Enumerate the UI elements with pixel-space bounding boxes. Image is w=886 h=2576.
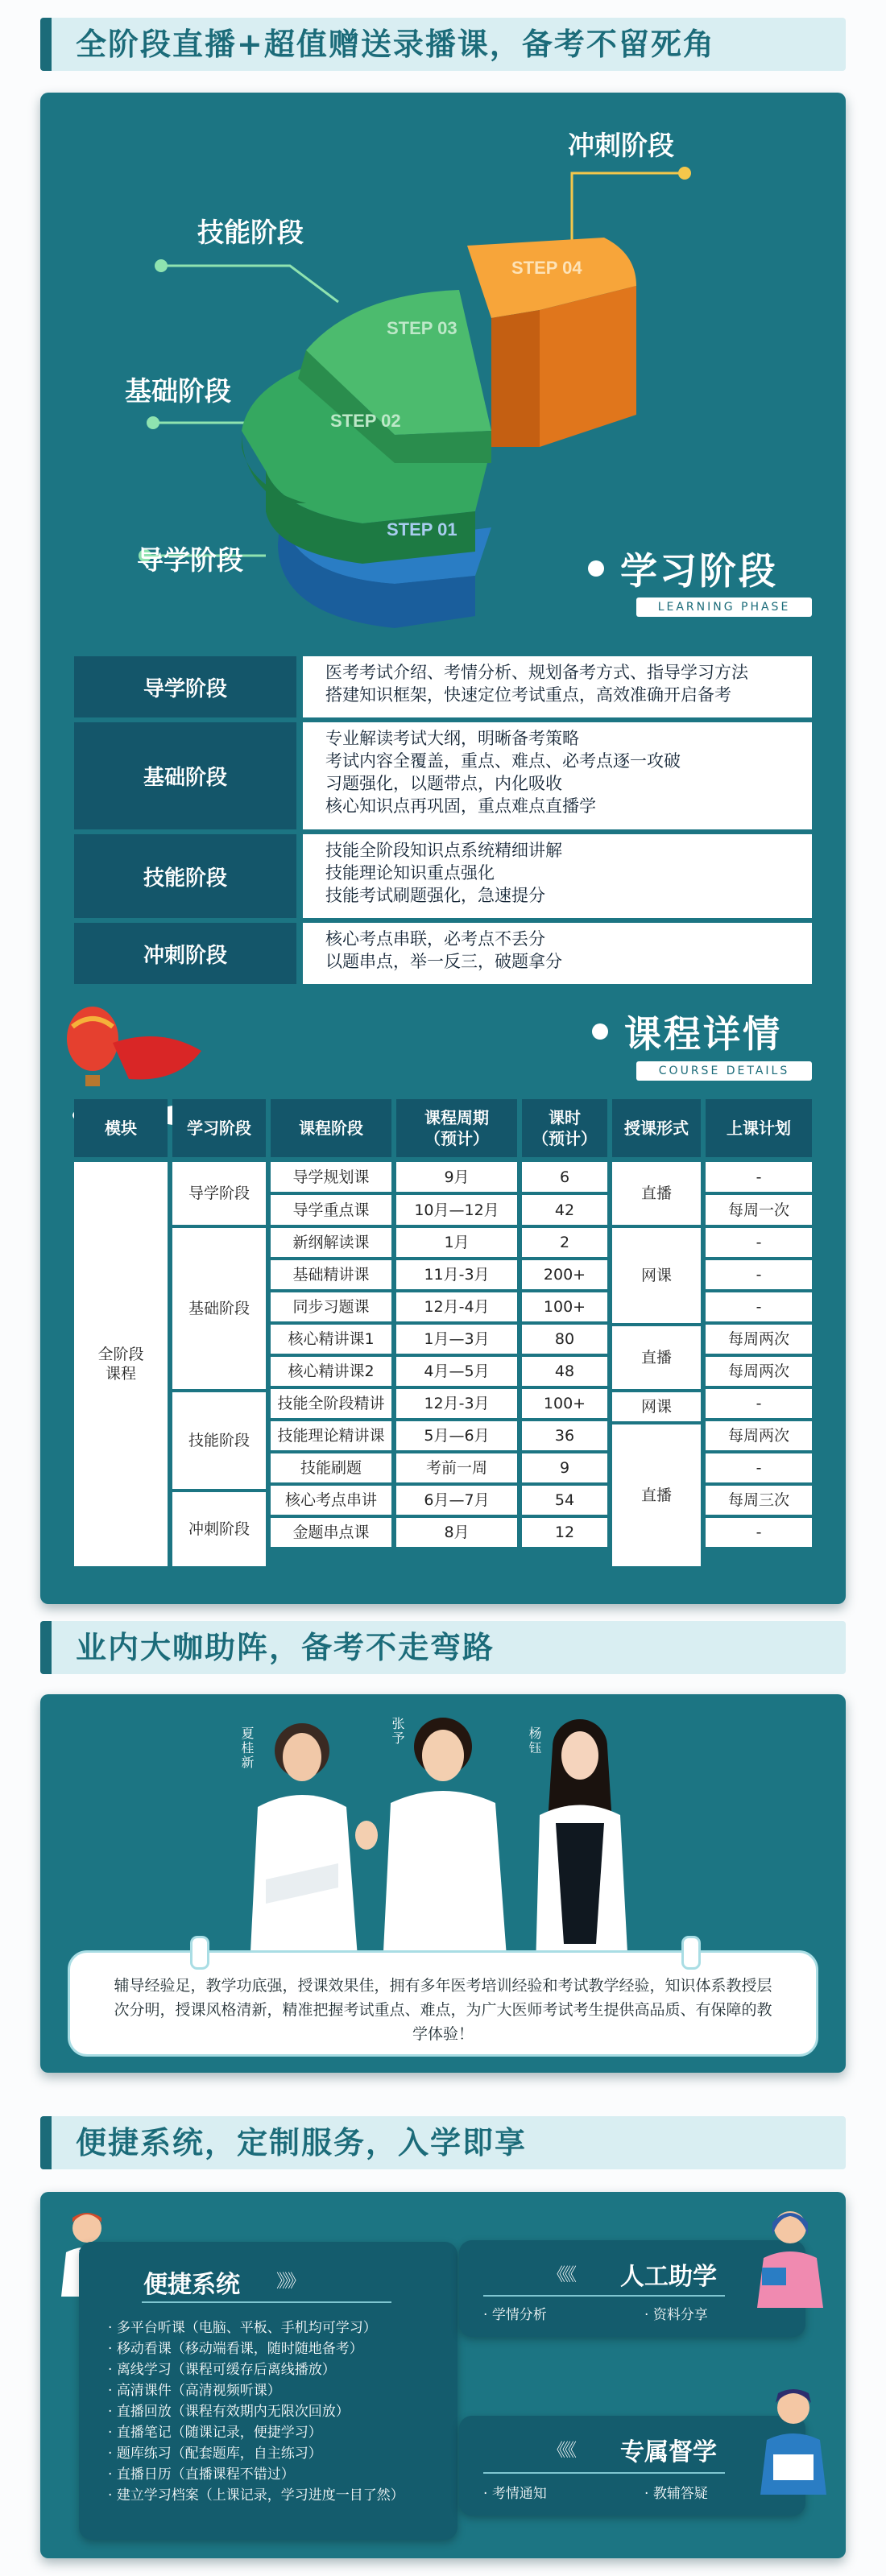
system-title: 便捷系统	[143, 2271, 240, 2299]
section-title: 全阶段直播+超值赠送录播课，备考不留死角	[76, 27, 715, 62]
course-period-cell: 4月—5月	[396, 1357, 517, 1386]
course-course-cell: 导学重点课	[271, 1195, 391, 1225]
stage-name: 技能阶段	[74, 834, 296, 918]
stage-name: 冲刺阶段	[74, 923, 296, 984]
stage-label-guide: 导学阶段	[137, 544, 243, 576]
header-accent-bar	[40, 2116, 52, 2169]
course-course-cell: 基础精讲课	[271, 1260, 391, 1289]
course-period-cell: 10月—12月	[396, 1195, 517, 1225]
course-hours-cell: 12	[522, 1518, 607, 1547]
leader-line-skill	[161, 266, 338, 302]
header-accent-bar	[40, 18, 52, 71]
table-header: 课时 （预计）	[522, 1099, 607, 1157]
teacher-3	[536, 1719, 628, 1968]
course-plan-cell: 每周一次	[706, 1195, 812, 1225]
stage-cell: 导学阶段	[172, 1162, 266, 1225]
table-header: 课程周期 （预计）	[396, 1099, 517, 1157]
course-course-cell: 金题串点课	[271, 1518, 391, 1547]
course-period-cell: 1月	[396, 1228, 517, 1257]
step-03-text: STEP 03	[387, 318, 457, 338]
form-cell: 直播	[612, 1424, 701, 1566]
course-hours-cell: 100+	[522, 1389, 607, 1418]
stage-cell: 技能阶段	[172, 1392, 266, 1489]
course-period-cell: 6月—7月	[396, 1486, 517, 1515]
list-item: · 建立学习档案（上课记录，学习进度一目了然）	[108, 2487, 404, 2504]
arrows-icon: 《《《	[548, 2265, 574, 2285]
course-plan-cell: -	[706, 1228, 812, 1257]
system-list	[108, 2318, 404, 2506]
list-item: · 直播日历（直播课程不错过）	[108, 2466, 295, 2483]
divider	[142, 2301, 391, 2303]
teacher-panel	[40, 1694, 846, 2073]
course-hours-cell: 100+	[522, 1292, 607, 1321]
list-item: · 资料分享	[644, 2307, 708, 2323]
stage-desc: 技能全阶段知识点系统精细讲解 技能理论知识重点强化 技能考试刷题强化，急速提分	[303, 834, 812, 918]
title-bullet	[588, 560, 604, 577]
course-course-cell: 新纲解读课	[271, 1228, 391, 1257]
teacher-name: 夏桂新	[239, 1726, 255, 1770]
card-pin	[681, 1936, 701, 1970]
arrows-icon: 》》》	[276, 2272, 303, 2292]
service-panel	[40, 2192, 846, 2558]
form-cell: 网课	[612, 1392, 701, 1421]
list-item: · 多平台听课（电脑、平板、手机均可学习）	[108, 2320, 377, 2336]
course-hours-cell: 80	[522, 1325, 607, 1354]
course-course-cell: 核心精讲课1	[271, 1325, 391, 1354]
course-plan-cell: 每周两次	[706, 1421, 812, 1450]
assistant-icon	[746, 2203, 834, 2308]
course-hours-cell: 2	[522, 1228, 607, 1257]
course-period-cell: 11月-3月	[396, 1260, 517, 1289]
stage-desc: 专业解读考试大纲，明晰备考策略 考试内容全覆盖，重点、难点、必考点逐一攻破 习题强化，以题带点，内化吸收 核心知识点再巩固，重点难点直播学	[303, 722, 812, 829]
teacher-intro-text: 辅导经验足，教学功底强，授课效果佳，拥有多年医考培训经验和考试教学经验，知识体系教授层次分明，授课风格清新，精准把握考试重点、难点，为广大医师考试考生提供高品质、有保障的教学体验！	[114, 1977, 772, 2043]
teacher-2	[355, 1718, 507, 1968]
stage-label-basic: 基础阶段	[125, 375, 231, 407]
teacher-photos	[217, 1702, 669, 1968]
header-accent-bar	[40, 1621, 52, 1674]
table-header: 授课形式	[612, 1099, 701, 1157]
course-table	[74, 1099, 812, 1574]
course-plan-cell: -	[706, 1518, 812, 1547]
list-item: · 题库练习（配套题库，自主练习）	[108, 2446, 322, 2462]
step-04-text: STEP 04	[511, 258, 582, 278]
step-01-text: STEP 01	[387, 519, 457, 540]
assist-title: 人工助学	[620, 2263, 717, 2291]
stage-desc: 核心考点串联，必考点不丢分 以题串点，举一反三，破题拿分	[303, 923, 812, 984]
list-item: · 教辅答疑	[644, 2486, 708, 2502]
stage-name: 导学阶段	[74, 656, 296, 717]
section-title: 便捷系统，定制服务，入学即享	[76, 2125, 528, 2160]
course-hours-cell: 200+	[522, 1260, 607, 1289]
learning-phase-subtitle: LEARNING PHASE	[636, 597, 812, 617]
course-course-cell: 导学规划课	[271, 1162, 391, 1192]
course-plan-cell: -	[706, 1162, 812, 1192]
course-plan-cell: -	[706, 1292, 812, 1321]
arrows-icon: 《《《	[548, 2441, 574, 2461]
course-period-cell: 12月-3月	[396, 1389, 517, 1418]
form-cell: 直播	[612, 1162, 701, 1225]
leader-line-sprint	[572, 173, 685, 250]
course-period-cell: 12月-4月	[396, 1292, 517, 1321]
teacher-intro-card	[68, 1950, 818, 2057]
stage-label-skill: 技能阶段	[197, 217, 304, 248]
form-cell: 网课	[612, 1228, 701, 1323]
supervisor-icon	[749, 2382, 838, 2495]
course-plan-cell: -	[706, 1453, 812, 1482]
course-plan-cell: 每周两次	[706, 1325, 812, 1354]
course-plan-cell: 每周两次	[706, 1357, 812, 1386]
course-hours-cell: 36	[522, 1421, 607, 1450]
learning-phase-title: 学习阶段	[620, 549, 778, 593]
stage-cell: 基础阶段	[172, 1228, 266, 1389]
course-plan-cell: -	[706, 1260, 812, 1289]
list-item: · 高清课件（高清视频听课）	[108, 2383, 281, 2399]
list-item: · 直播回放（课程有效期内无限次回放）	[108, 2404, 350, 2420]
form-cell: 直播	[612, 1326, 701, 1389]
table-header: 上课计划	[706, 1099, 812, 1157]
teacher-name: 杨钰	[527, 1726, 542, 1755]
stage-name: 基础阶段	[74, 722, 296, 829]
course-course-cell: 技能刷题	[271, 1453, 391, 1482]
course-period-cell: 考前一周	[396, 1453, 517, 1482]
table-header: 课程阶段	[271, 1099, 391, 1157]
course-plan-cell: 每周三次	[706, 1486, 812, 1515]
course-panel	[40, 93, 846, 1604]
teacher-1	[250, 1723, 358, 1968]
card-pin	[190, 1936, 209, 1970]
table-header: 模块	[74, 1099, 168, 1157]
course-hours-cell: 54	[522, 1486, 607, 1515]
course-course-cell: 核心考点串讲	[271, 1486, 391, 1515]
stage-desc: 医考考试介绍、考情分析、规划备考方式、指导学习方法 搭建知识框架，快速定位考试重点，高效准确开启备考	[303, 656, 812, 717]
course-hours-cell: 42	[522, 1195, 607, 1225]
stage-label-sprint: 冲刺阶段	[568, 130, 674, 161]
course-details-title: 课程详情	[624, 1012, 782, 1056]
divider	[483, 2295, 725, 2297]
section-title: 业内大咖助阵，备考不走弯路	[76, 1630, 495, 1665]
section-header-teachers	[40, 1621, 846, 1674]
supervise-title: 专属督学	[620, 2438, 717, 2466]
list-item: · 直播笔记（随课记录，便捷学习）	[108, 2425, 322, 2441]
step-02-text: STEP 02	[330, 411, 401, 431]
list-item: · 学情分析	[483, 2307, 547, 2323]
course-period-cell: 9月	[396, 1162, 517, 1192]
course-plan-cell: -	[706, 1389, 812, 1418]
table-header: 学习阶段	[172, 1099, 266, 1157]
course-course-cell: 技能理论精讲课	[271, 1421, 391, 1450]
title-bullet	[592, 1023, 608, 1040]
course-course-cell: 核心精讲课2	[271, 1357, 391, 1386]
course-hours-cell: 9	[522, 1453, 607, 1482]
stage-row	[74, 656, 812, 717]
course-period-cell: 8月	[396, 1518, 517, 1547]
course-period-cell: 1月—3月	[396, 1325, 517, 1354]
list-item: · 移动看课（移动端看课，随时随地备考）	[108, 2341, 363, 2357]
stage-row	[74, 722, 812, 829]
section-header-live	[40, 18, 846, 71]
module-cell: 全阶段 课程	[74, 1162, 168, 1566]
course-period-cell: 5月—6月	[396, 1421, 517, 1450]
divider	[483, 2472, 725, 2474]
list-item: · 离线学习（课程可缓存后离线播放）	[108, 2362, 336, 2378]
course-course-cell: 技能全阶段精讲	[271, 1389, 391, 1418]
list-item: · 考情通知	[483, 2486, 547, 2502]
section-header-services	[40, 2116, 846, 2169]
course-hours-cell: 48	[522, 1357, 607, 1386]
stage-cell: 冲刺阶段	[172, 1492, 266, 1566]
teacher-name: 张予	[390, 1717, 405, 1746]
course-hours-cell: 6	[522, 1162, 607, 1192]
course-course-cell: 同步习题课	[271, 1292, 391, 1321]
system-card	[79, 2242, 457, 2540]
stage-row	[74, 923, 812, 984]
stage-row	[74, 834, 812, 918]
course-details-subtitle: COURSE DETAILS	[636, 1061, 812, 1081]
